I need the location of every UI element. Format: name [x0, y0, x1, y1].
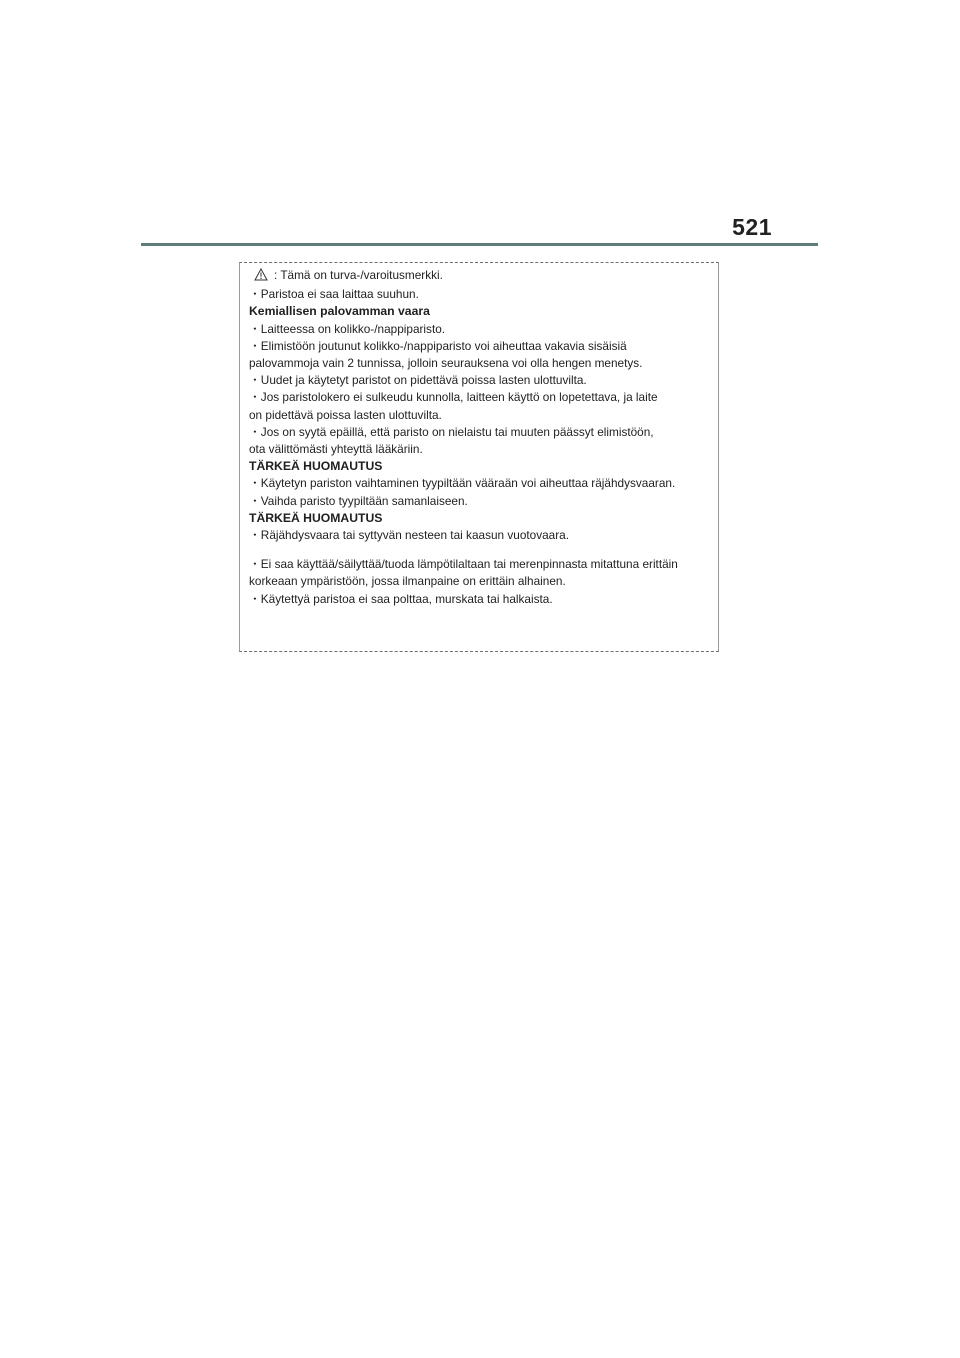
notice-heading: TÄRKEÄ HUOMAUTUS	[249, 510, 383, 525]
notice-heading: Kemiallisen palovamman vaara	[249, 304, 430, 319]
notice-heading: TÄRKEÄ HUOMAUTUS	[249, 459, 383, 474]
header-rule	[141, 243, 818, 246]
notice-line: ・Käytettyä paristoa ei saa polttaa, murskata tai halkaista.	[249, 591, 553, 606]
warning-triangle-icon	[254, 268, 268, 286]
notice-line: ・Räjähdysvaara tai syttyvän nesteen tai kaasun vuotovaara.	[249, 528, 570, 543]
notice-line: ota välittömästi yhteyttä lääkäriin.	[249, 442, 423, 457]
notice-line: ・Jos on syytä epäillä, että paristo on nielaistu tai muuten päässyt elimistöön,	[249, 424, 654, 439]
notice-line: palovammoja vain 2 tunnissa, jolloin seurauksena voi olla hengen menetys.	[249, 356, 643, 371]
notice-line: ・Elimistöön joutunut kolikko-/nappiparisto voi aiheuttaa vakavia sisäisiä	[249, 338, 627, 353]
notice-line: on pidettävä poissa lasten ulottuvilta.	[249, 407, 442, 422]
safety-symbol-text: : Tämä on turva-/varoitusmerkki.	[274, 268, 443, 282]
notice-line: ・Jos paristolokero ei sulkeudu kunnolla, laitteen käyttö on lopetettava, ja laite	[249, 390, 658, 405]
page-number: 521	[732, 214, 772, 240]
notice-line: korkeaan ympäristöön, jossa ilmanpaine on erittäin alhainen.	[249, 574, 566, 589]
notice-line: ・Paristoa ei saa laittaa suuhun.	[249, 287, 419, 302]
notice-line: ・Vaihda paristo tyypiltään samanlaiseen.	[249, 493, 468, 508]
notice-line: ・Käytetyn pariston vaihtaminen tyypiltään vääraän voi aiheuttaa räjähdysvaaran.	[249, 476, 676, 491]
notice-line: ・Ei saa käyttää/säilyttää/tuoda lämpötilaltaan tai merenpinnasta mitattuna erittäin	[249, 557, 678, 572]
notice-spacer	[249, 544, 712, 556]
notice-line: ・Laitteessa on kolikko-/nappiparisto.	[249, 321, 446, 336]
battery-safety-notice	[239, 262, 719, 652]
notice-line: ・Uudet ja käytetyt paristot on pidettävä poissa lasten ulottuvilta.	[249, 373, 587, 388]
safety-symbol-line	[249, 267, 712, 286]
notice-lines	[249, 286, 712, 608]
